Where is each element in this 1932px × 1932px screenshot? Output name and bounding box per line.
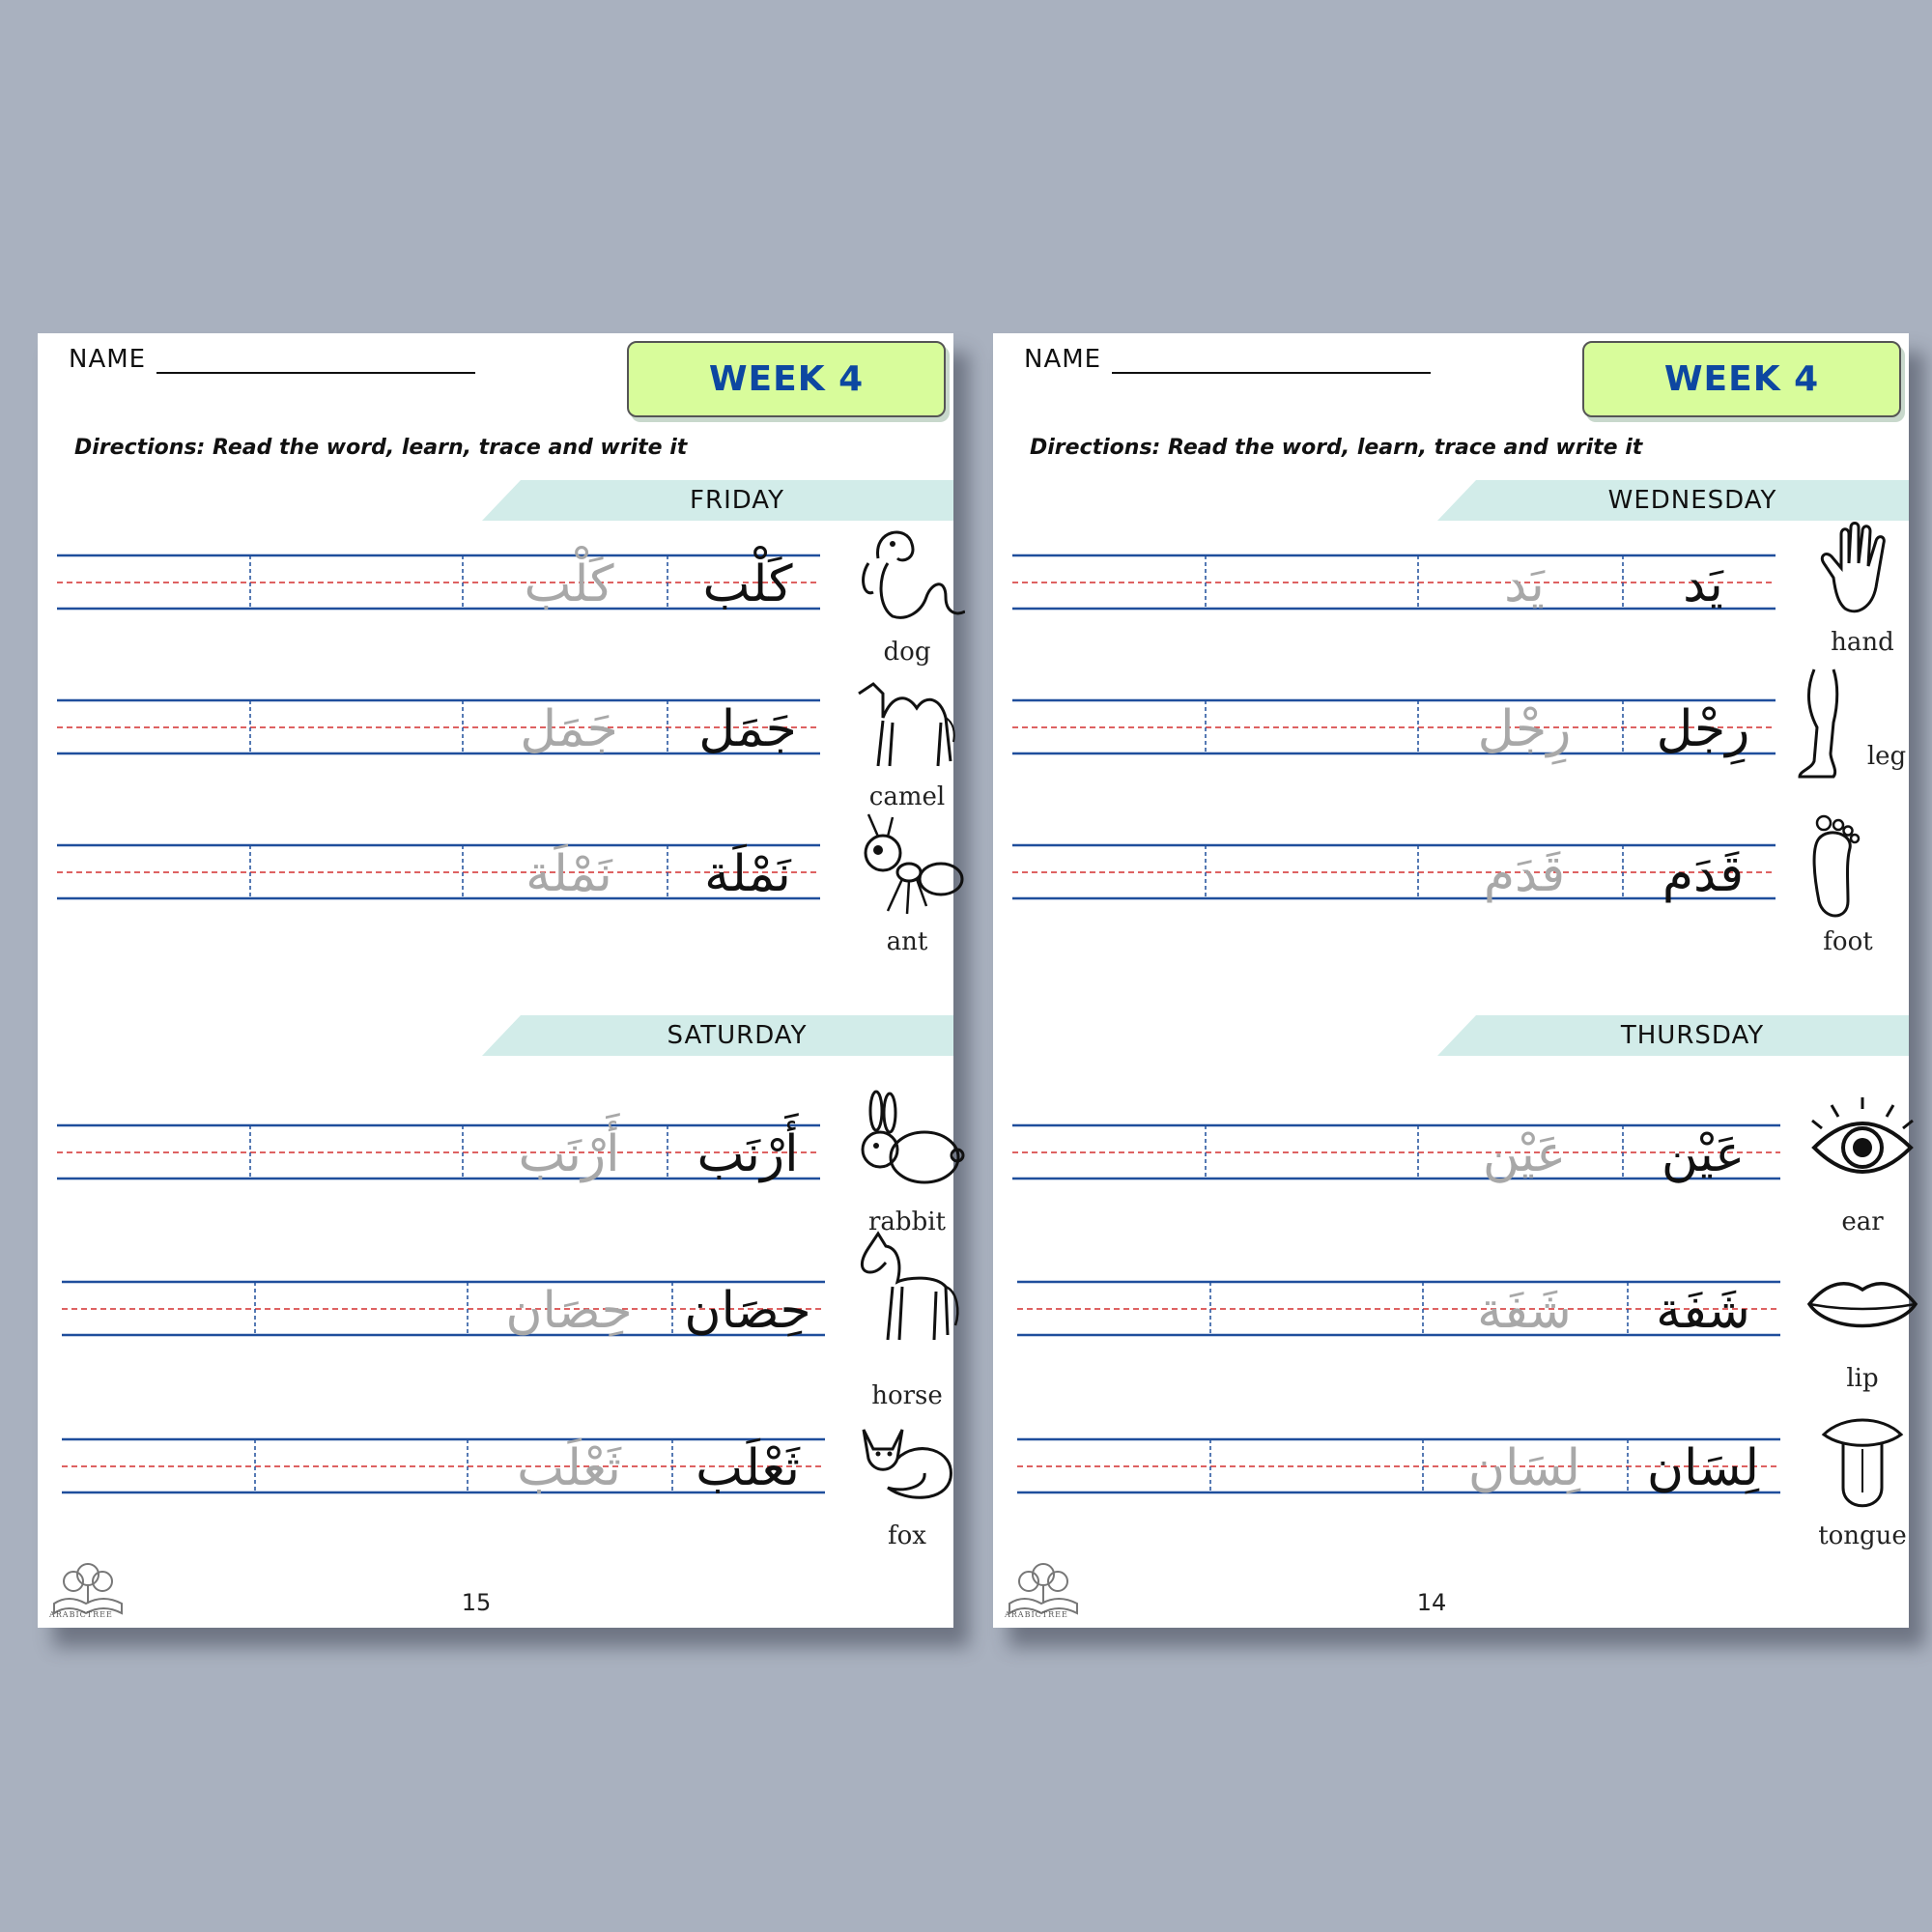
trace-word: يَد: [1504, 555, 1545, 613]
day-banner-friday: [482, 480, 953, 521]
name-label: NAME: [69, 345, 147, 374]
page-number: 14: [1416, 1589, 1447, 1616]
english-caption: lip: [1846, 1364, 1879, 1393]
lip-icon: [1804, 1246, 1920, 1362]
trace-word: قَدَم: [1483, 845, 1566, 903]
word-row-leg: [1012, 686, 1909, 831]
arabic-word: نَمْلَة: [704, 845, 791, 903]
english-caption: dog: [883, 638, 931, 667]
name-write-line[interactable]: [1112, 372, 1431, 374]
trace-word: عَيْن: [1482, 1125, 1567, 1183]
arabic-word: قَدَم: [1662, 845, 1745, 903]
english-caption: horse: [871, 1381, 943, 1410]
english-caption: ear: [1841, 1208, 1884, 1236]
arabic-word: يَد: [1683, 555, 1723, 613]
logo-text: ARABICTREE: [49, 1610, 113, 1619]
day-label: WEDNESDAY: [1607, 486, 1777, 515]
name-write-line[interactable]: [156, 372, 475, 374]
english-caption: ant: [886, 927, 928, 956]
word-row-rabbit: [57, 1111, 953, 1256]
day-banner-saturday: [482, 1015, 953, 1056]
english-caption: leg: [1866, 742, 1907, 771]
trace-word: كَلْب: [524, 555, 614, 613]
english-caption: hand: [1831, 628, 1894, 657]
word-row-tongue: [1012, 1425, 1909, 1570]
word-row-fox: [57, 1425, 953, 1570]
word-row-hand: [1012, 541, 1909, 686]
trace-word: أَرْنَب: [518, 1125, 620, 1183]
dog-icon: [849, 520, 965, 636]
week-badge: WEEK 4: [627, 341, 946, 417]
name-label: NAME: [1024, 345, 1102, 374]
directions-text: Directions: Read the word, learn, trace and write it: [1030, 436, 1643, 460]
trace-word: نَمْلَة: [526, 845, 612, 903]
day-label: SATURDAY: [667, 1021, 808, 1050]
trace-word: حِصَان: [505, 1282, 633, 1340]
ant-icon: [849, 810, 965, 925]
hand-icon: [1804, 520, 1920, 636]
foot-icon: [1790, 810, 1906, 925]
arabic-word: ثَعْلَب: [696, 1439, 800, 1497]
word-row-camel: [57, 686, 953, 831]
english-caption: fox: [888, 1521, 926, 1550]
arabic-word: حِصَان: [684, 1282, 811, 1340]
arabic-word: جَمَل: [698, 700, 797, 758]
eye-icon: [1804, 1090, 1920, 1206]
fox-icon: [849, 1410, 965, 1526]
trace-word: شَفَة: [1477, 1282, 1572, 1340]
worksheet-page-14: [993, 333, 1909, 1628]
english-caption: foot: [1823, 927, 1873, 956]
word-row-foot: [1012, 831, 1909, 976]
arabic-word: عَيْن: [1661, 1125, 1746, 1183]
word-row-horse: [57, 1267, 953, 1412]
day-label: FRIDAY: [690, 486, 784, 515]
word-row-dog: [57, 541, 953, 686]
arabic-word: أَرْنَب: [696, 1125, 799, 1183]
word-row-lip: [1012, 1267, 1909, 1412]
day-banner-thursday: [1437, 1015, 1909, 1056]
arabic-word: كَلْب: [702, 555, 793, 613]
english-caption: camel: [868, 782, 946, 811]
logo-text: ARABICTREE: [1005, 1610, 1068, 1619]
worksheet-page-15: [38, 333, 953, 1628]
camel-icon: [849, 665, 965, 781]
trace-word: رِجْل: [1477, 700, 1572, 758]
trace-word: ثَعْلَب: [517, 1439, 621, 1497]
horse-icon: [849, 1229, 965, 1345]
word-row-ant: [57, 831, 953, 976]
english-caption: rabbit: [868, 1208, 946, 1236]
day-banner-wednesday: [1437, 480, 1909, 521]
page-number: 15: [461, 1589, 492, 1616]
directions-text: Directions: Read the word, learn, trace and write it: [74, 436, 688, 460]
arabic-word: شَفَة: [1656, 1282, 1750, 1340]
day-label: THURSDAY: [1620, 1021, 1765, 1050]
week-badge: WEEK 4: [1582, 341, 1901, 417]
trace-word: لِسَان: [1467, 1439, 1581, 1497]
word-row-eye: [1012, 1111, 1909, 1256]
tongue-icon: [1804, 1410, 1920, 1526]
english-caption: tongue: [1818, 1521, 1907, 1550]
arabic-word: لِسَان: [1646, 1439, 1760, 1497]
rabbit-icon: [849, 1090, 965, 1206]
arabic-word: رِجْل: [1656, 700, 1750, 758]
trace-word: جَمَل: [520, 700, 618, 758]
